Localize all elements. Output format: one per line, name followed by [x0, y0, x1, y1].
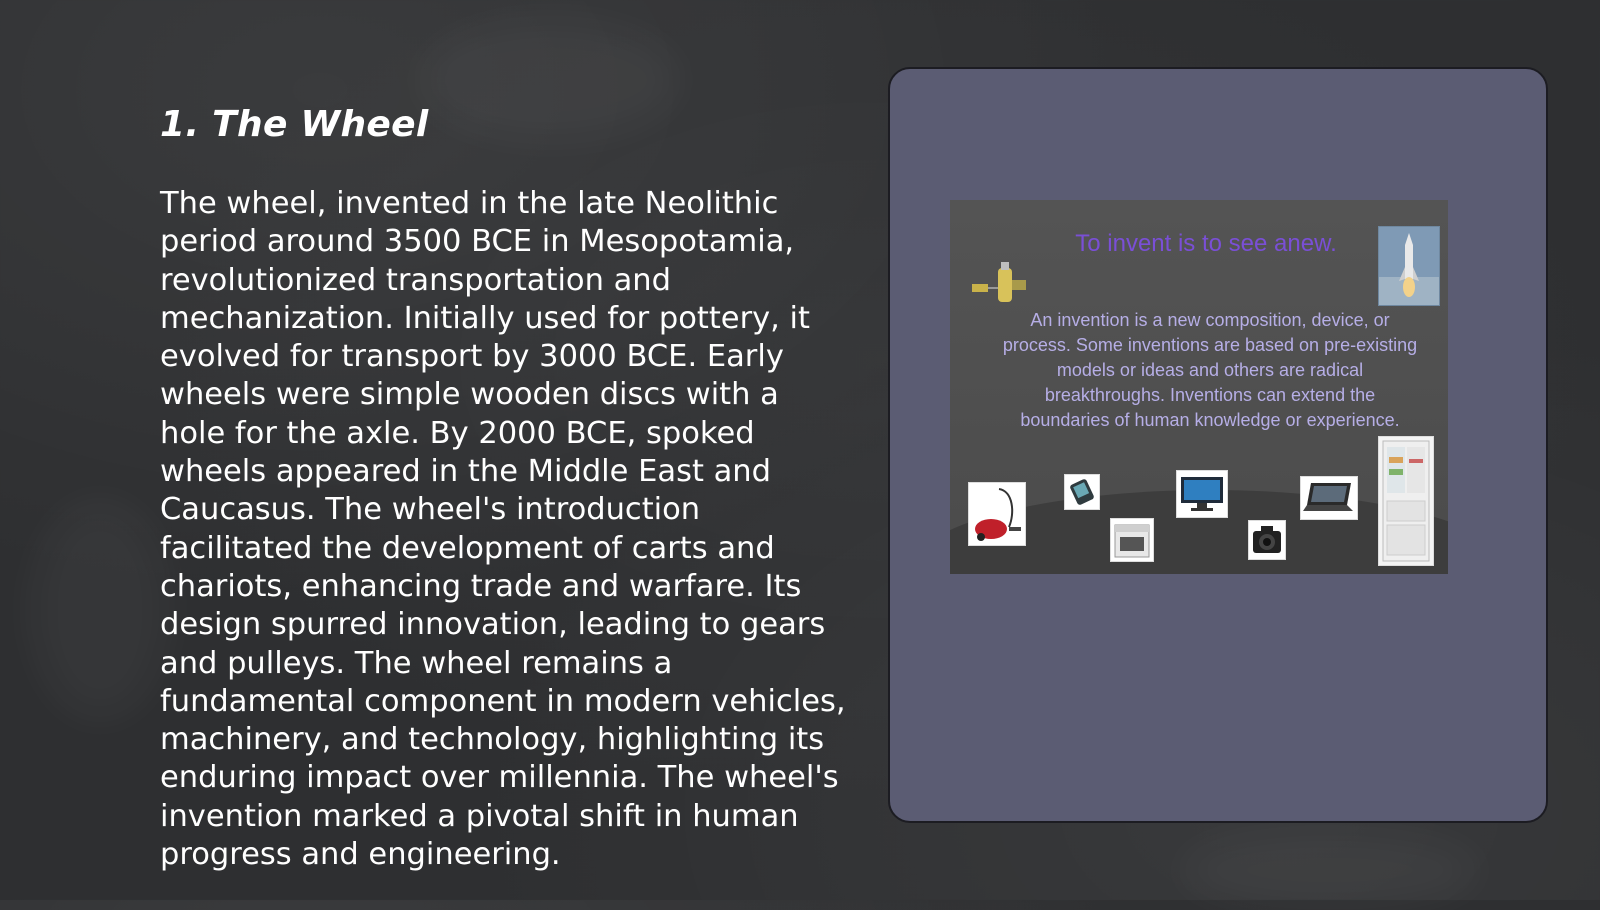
- slide-title: 1. The Wheel: [160, 104, 429, 145]
- refrigerator-icon: [1378, 436, 1434, 566]
- chalk-smudge: [420, 20, 680, 140]
- laptop-icon: [1300, 476, 1358, 520]
- rocket-icon: [1378, 226, 1440, 306]
- chalk-smudge: [1180, 830, 1480, 910]
- slide-body-text: The wheel, invented in the late Neolithic period around 3500 BCE in Mesopotamia, revolutionized transportation and mechanization. Initially used for pottery, it evolved for transport by 3000 BCE. Early wheels were simple wooden discs with a hole for the axle. By 2000 BCE, spoked wheels appeared in the Middle East and Caucasus. The wheel's introduction facilitated the development of carts and chariots, enhancing trade and warfare. Its design spurred innovation, leading to gears and pulleys. The wheel remains a fundamental component in modern vehicles, machinery, and technology, highlighting its enduring impact over millennia. The wheel's invention marked a pivotal shift in human progress and engineering.: [160, 186, 846, 873]
- embedded-slide-text: An invention is a new composition, device, or process. Some inventions are based on pre-existing models or ideas and others are radical breakthroughs. Inventions can extend the boundaries of human knowledge or experience.: [1002, 310, 1418, 430]
- oven-icon: [1110, 518, 1154, 562]
- monitor-icon: [1176, 470, 1228, 518]
- phone-icon: [1064, 474, 1100, 510]
- camera-icon: [1248, 520, 1286, 560]
- embedded-slide-title: To invent is to see anew.: [1075, 230, 1337, 257]
- chalk-smudge: [30, 500, 170, 720]
- embedded-slide-image: [950, 200, 1448, 574]
- satellite-icon: [972, 258, 1028, 308]
- vacuum-cleaner-icon: [968, 482, 1026, 546]
